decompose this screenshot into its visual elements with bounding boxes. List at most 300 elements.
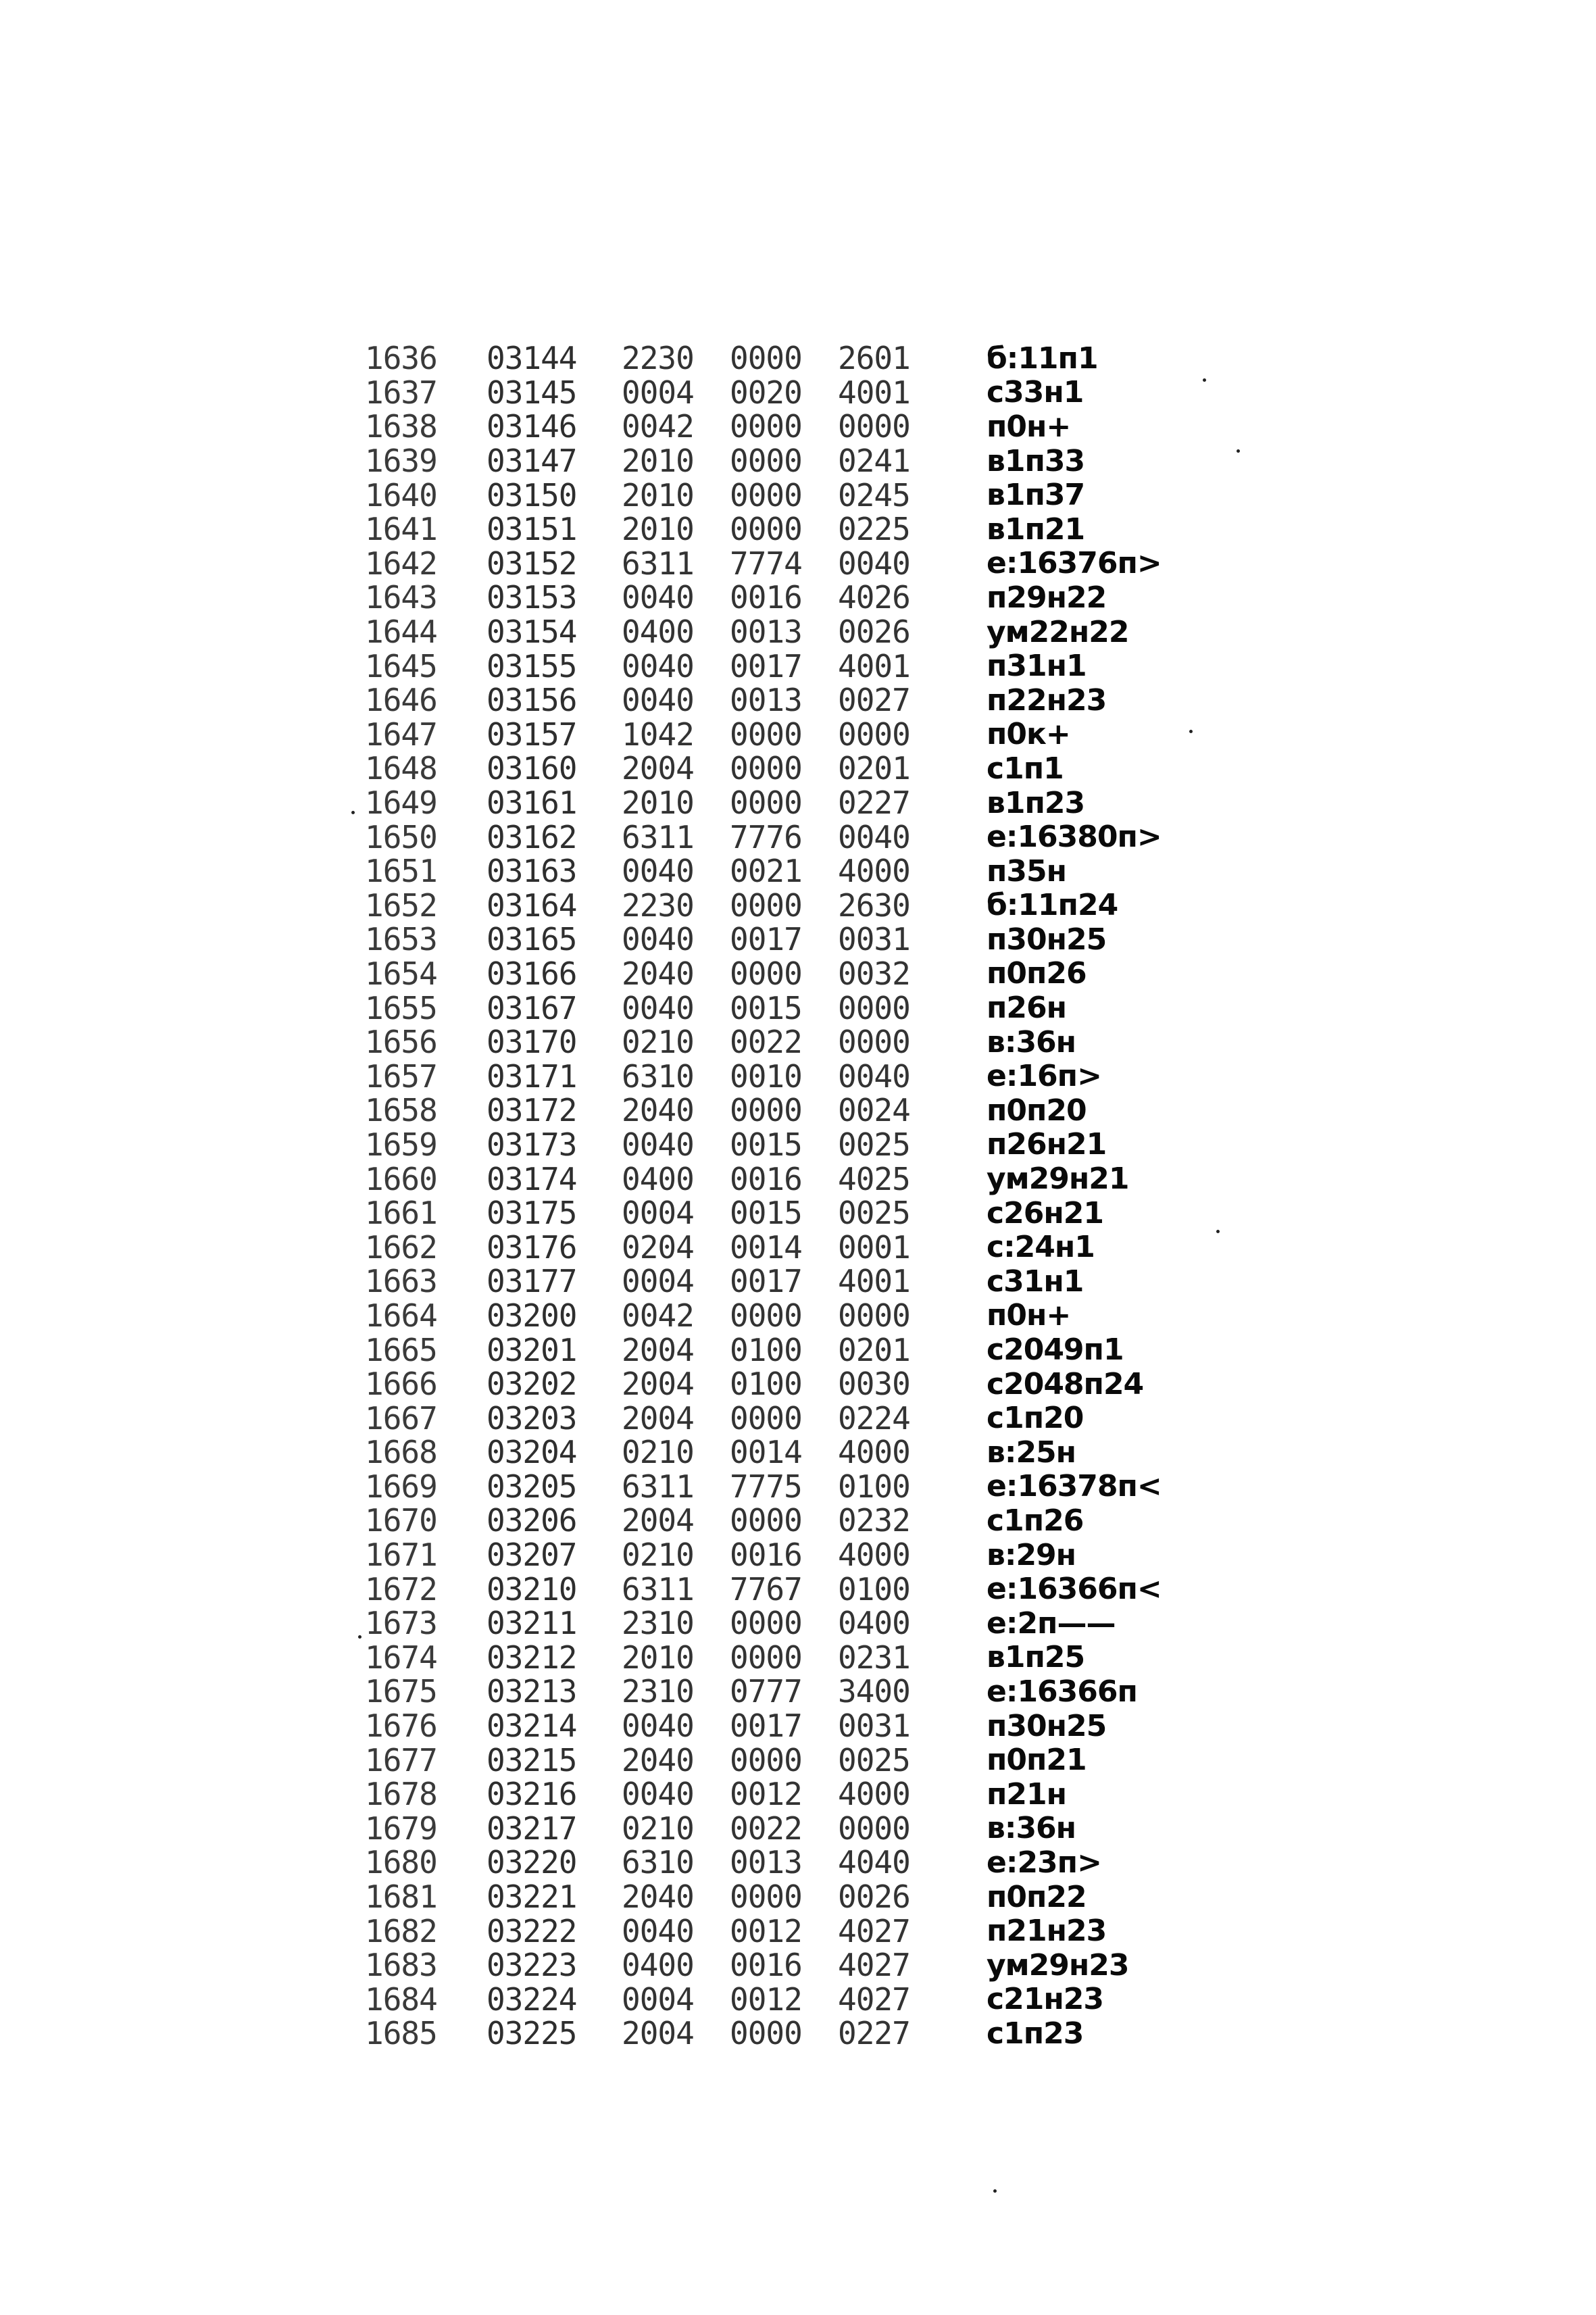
mnemonic: ум29н23: [987, 1947, 1129, 1983]
code-word-1: 2010: [622, 1639, 694, 1676]
code-word-1: 2310: [622, 1605, 694, 1642]
code-word-1: 6310: [622, 1057, 694, 1095]
listing-row: [365, 786, 1230, 820]
listing-row: [365, 1196, 1230, 1230]
line-number: 1649: [365, 785, 437, 822]
line-number: 1637: [365, 374, 437, 411]
line-number: 1677: [365, 1741, 437, 1778]
code-word-3: 4027: [838, 1947, 910, 1984]
line-number: 1636: [365, 340, 437, 377]
octal-address: 03224: [487, 1981, 577, 2018]
code-word-2: 0015: [730, 1126, 802, 1163]
code-word-1: 0004: [622, 1263, 694, 1300]
code-word-1: 0400: [622, 1947, 694, 1984]
listing-row: [365, 683, 1230, 718]
code-word-2: 0017: [730, 647, 802, 684]
octal-address: 03164: [487, 887, 577, 924]
code-word-2: 0000: [730, 785, 802, 822]
listing-row: [365, 2016, 1230, 2051]
code-word-2: 0000: [730, 955, 802, 992]
code-word-2: 0013: [730, 1844, 802, 1881]
mnemonic: ум22н22: [987, 614, 1129, 649]
code-word-1: 0040: [622, 853, 694, 890]
octal-address: 03200: [487, 1297, 577, 1334]
code-word-3: 4027: [838, 1981, 910, 2018]
octal-address: 03170: [487, 1024, 577, 1061]
code-word-2: 0012: [730, 1981, 802, 2018]
mnemonic: е:16376п>: [987, 546, 1162, 581]
line-number: 1665: [365, 1331, 437, 1368]
octal-address: 03217: [487, 1810, 577, 1847]
code-word-1: 2010: [622, 511, 694, 548]
mnemonic: п0п21: [987, 1743, 1087, 1778]
octal-address: 03213: [487, 1673, 577, 1710]
code-word-2: 0017: [730, 921, 802, 958]
line-number: 1656: [365, 1024, 437, 1061]
listing-row: [365, 1059, 1230, 1093]
print-speck: [1237, 449, 1240, 453]
listing-row: [365, 889, 1230, 923]
code-word-1: 2230: [622, 887, 694, 924]
code-word-3: 0400: [838, 1605, 910, 1642]
line-number: 1680: [365, 1844, 437, 1881]
octal-address: 03146: [487, 408, 577, 445]
mnemonic: в1п37: [987, 478, 1085, 513]
print-speck: [351, 811, 355, 814]
octal-address: 03221: [487, 1878, 577, 1916]
code-word-1: 0042: [622, 1297, 694, 1334]
code-word-1: 2010: [622, 785, 694, 822]
code-word-2: 0777: [730, 1673, 802, 1710]
mnemonic: с:24н1: [987, 1230, 1095, 1265]
line-number: 1669: [365, 1468, 437, 1505]
listing-row: [365, 1503, 1230, 1538]
line-number: 1650: [365, 818, 437, 855]
mnemonic: в1п23: [987, 785, 1085, 820]
listing-row: [365, 615, 1230, 649]
line-number: 1681: [365, 1878, 437, 1916]
code-word-1: 2040: [622, 955, 694, 992]
listing-row: [365, 751, 1230, 786]
listing-row: [365, 1367, 1230, 1401]
octal-address: 03162: [487, 818, 577, 855]
mnemonic: п21н23: [987, 1914, 1107, 1949]
listing-row: [365, 1812, 1230, 1846]
listing-row: [365, 1162, 1230, 1196]
code-word-1: 1042: [622, 716, 694, 753]
listing-row: [365, 376, 1230, 410]
code-word-2: 0000: [730, 1502, 802, 1539]
code-word-3: 0030: [838, 1366, 910, 1403]
mnemonic: е:23п>: [987, 1845, 1101, 1880]
octal-address: 03155: [487, 647, 577, 684]
line-number: 1666: [365, 1366, 437, 1403]
line-number: 1674: [365, 1639, 437, 1676]
line-number: 1641: [365, 511, 437, 548]
code-word-3: 0000: [838, 1297, 910, 1334]
code-word-2: 0000: [730, 1297, 802, 1334]
mnemonic: с2049п1: [987, 1333, 1124, 1368]
listing-row: [365, 1435, 1230, 1470]
code-word-2: 0017: [730, 1263, 802, 1300]
listing-row: [365, 1983, 1230, 2017]
mnemonic: е:16366п<: [987, 1572, 1162, 1607]
listing-row: [365, 580, 1230, 615]
code-word-1: 0042: [622, 408, 694, 445]
mnemonic: п26н21: [987, 1127, 1107, 1162]
code-word-1: 0210: [622, 1434, 694, 1471]
listing-row: [365, 1333, 1230, 1367]
octal-address: 03215: [487, 1741, 577, 1778]
code-word-3: 3400: [838, 1673, 910, 1710]
code-word-1: 0204: [622, 1228, 694, 1266]
octal-address: 03210: [487, 1570, 577, 1608]
code-word-3: 0241: [838, 443, 910, 480]
listing-row: [365, 1299, 1230, 1333]
octal-address: 03214: [487, 1708, 577, 1745]
print-speck: [1203, 378, 1206, 382]
code-word-3: 0027: [838, 682, 910, 719]
mnemonic: в:36н: [987, 1024, 1076, 1060]
code-word-3: 4000: [838, 853, 910, 890]
listing-row: [365, 1264, 1230, 1299]
line-number: 1655: [365, 989, 437, 1026]
code-word-2: 7776: [730, 818, 802, 855]
code-word-2: 0022: [730, 1024, 802, 1061]
code-word-2: 0020: [730, 374, 802, 411]
code-word-1: 0400: [622, 614, 694, 651]
code-word-1: 6311: [622, 1570, 694, 1608]
listing-row: [365, 1880, 1230, 1914]
octal-address: 03147: [487, 443, 577, 480]
mnemonic: ум29н21: [987, 1162, 1129, 1197]
code-word-1: 2040: [622, 1092, 694, 1129]
program-listing: [365, 341, 1230, 2051]
code-word-2: 0100: [730, 1366, 802, 1403]
code-word-3: 0026: [838, 1878, 910, 1916]
code-word-3: 4027: [838, 1912, 910, 1949]
code-word-1: 2004: [622, 1399, 694, 1437]
code-word-2: 0017: [730, 1708, 802, 1745]
code-word-3: 0000: [838, 1024, 910, 1061]
octal-address: 03175: [487, 1195, 577, 1232]
code-word-2: 0000: [730, 511, 802, 548]
code-word-3: 0231: [838, 1639, 910, 1676]
listing-row: [365, 1093, 1230, 1128]
listing-row: [365, 409, 1230, 444]
octal-address: 03203: [487, 1399, 577, 1437]
code-word-2: 0016: [730, 1160, 802, 1197]
mnemonic: с31н1: [987, 1264, 1084, 1299]
listing-row: [365, 1606, 1230, 1641]
line-number: 1667: [365, 1399, 437, 1437]
code-word-1: 0210: [622, 1024, 694, 1061]
line-number: 1652: [365, 887, 437, 924]
octal-address: 03152: [487, 545, 577, 582]
code-word-3: 0100: [838, 1468, 910, 1505]
listing-row: [365, 1025, 1230, 1060]
print-speck: [1189, 730, 1193, 733]
print-speck: [993, 2189, 997, 2193]
listing-row: [365, 1743, 1230, 1777]
mnemonic: п0н+: [987, 1298, 1071, 1333]
octal-address: 03207: [487, 1537, 577, 1574]
code-word-1: 2004: [622, 1502, 694, 1539]
listing-row: [365, 991, 1230, 1025]
listing-row: [365, 1470, 1230, 1504]
listing-row: [365, 547, 1230, 581]
octal-address: 03156: [487, 682, 577, 719]
octal-address: 03222: [487, 1912, 577, 1949]
line-number: 1660: [365, 1160, 437, 1197]
code-word-2: 0014: [730, 1228, 802, 1266]
octal-address: 03211: [487, 1605, 577, 1642]
line-number: 1657: [365, 1057, 437, 1095]
line-number: 1671: [365, 1537, 437, 1574]
line-number: 1676: [365, 1708, 437, 1745]
listing-row: [365, 1572, 1230, 1606]
mnemonic: с1п1: [987, 751, 1064, 786]
mnemonic: п35н: [987, 853, 1067, 889]
octal-address: 03154: [487, 614, 577, 651]
code-word-1: 0040: [622, 1708, 694, 1745]
mnemonic: п26н: [987, 991, 1067, 1026]
code-word-3: 0031: [838, 1708, 910, 1745]
code-word-1: 2230: [622, 340, 694, 377]
code-word-3: 0100: [838, 1570, 910, 1608]
code-word-3: 0224: [838, 1399, 910, 1437]
code-word-2: 0014: [730, 1434, 802, 1471]
mnemonic: в1п33: [987, 443, 1085, 478]
octal-address: 03205: [487, 1468, 577, 1505]
line-number: 1644: [365, 614, 437, 651]
code-word-2: 0000: [730, 716, 802, 753]
mnemonic: в:29н: [987, 1537, 1076, 1572]
line-number: 1661: [365, 1195, 437, 1232]
listing-row: [365, 478, 1230, 512]
code-word-3: 4040: [838, 1844, 910, 1881]
mnemonic: с2048п24: [987, 1366, 1144, 1401]
line-number: 1685: [365, 2015, 437, 2052]
mnemonic: п29н22: [987, 580, 1107, 615]
line-number: 1683: [365, 1947, 437, 1984]
line-number: 1640: [365, 476, 437, 514]
code-word-1: 0040: [622, 579, 694, 616]
listing-row: [365, 1538, 1230, 1572]
listing-row: [365, 1674, 1230, 1709]
code-word-2: 0000: [730, 1741, 802, 1778]
code-word-2: 0100: [730, 1331, 802, 1368]
mnemonic: п0к+: [987, 717, 1070, 752]
mnemonic: п30н25: [987, 922, 1107, 957]
mnemonic: п31н1: [987, 649, 1087, 684]
code-word-1: 2010: [622, 476, 694, 514]
line-number: 1654: [365, 955, 437, 992]
line-number: 1646: [365, 682, 437, 719]
code-word-3: 2630: [838, 887, 910, 924]
code-word-1: 0210: [622, 1537, 694, 1574]
code-word-3: 0032: [838, 955, 910, 992]
listing-row: [365, 1709, 1230, 1743]
code-word-1: 0040: [622, 989, 694, 1026]
mnemonic: с33н1: [987, 375, 1084, 410]
listing-row: [365, 1948, 1230, 1983]
line-number: 1642: [365, 545, 437, 582]
line-number: 1647: [365, 716, 437, 753]
code-word-2: 0000: [730, 1639, 802, 1676]
mnemonic: в:36н: [987, 1811, 1076, 1846]
code-word-3: 0025: [838, 1126, 910, 1163]
code-word-1: 2040: [622, 1741, 694, 1778]
code-word-2: 0000: [730, 2015, 802, 2052]
listing-row: [365, 718, 1230, 752]
mnemonic: б:11п1: [987, 341, 1098, 376]
code-word-1: 6311: [622, 545, 694, 582]
line-number: 1679: [365, 1810, 437, 1847]
code-word-1: 6310: [622, 1844, 694, 1881]
code-word-2: 0000: [730, 750, 802, 787]
code-word-3: 0001: [838, 1228, 910, 1266]
code-word-3: 4000: [838, 1537, 910, 1574]
code-word-2: 0010: [730, 1057, 802, 1095]
octal-address: 03150: [487, 476, 577, 514]
code-word-2: 0016: [730, 1947, 802, 1984]
mnemonic: в1п21: [987, 512, 1085, 547]
mnemonic: п0п20: [987, 1093, 1087, 1128]
octal-address: 03157: [487, 716, 577, 753]
line-number: 1684: [365, 1981, 437, 2018]
mnemonic: б:11п24: [987, 888, 1118, 923]
code-word-1: 0004: [622, 374, 694, 411]
code-word-3: 4001: [838, 374, 910, 411]
code-word-3: 4000: [838, 1434, 910, 1471]
code-word-3: 0227: [838, 785, 910, 822]
listing-row: [365, 512, 1230, 547]
mnemonic: п0н+: [987, 409, 1071, 444]
listing-row: [365, 1401, 1230, 1435]
code-word-2: 7775: [730, 1468, 802, 1505]
line-number: 1668: [365, 1434, 437, 1471]
octal-address: 03153: [487, 579, 577, 616]
code-word-2: 0000: [730, 443, 802, 480]
code-word-3: 0000: [838, 989, 910, 1026]
listing-row: [365, 341, 1230, 376]
octal-address: 03163: [487, 853, 577, 890]
line-number: 1659: [365, 1126, 437, 1163]
mnemonic: е:16380п>: [987, 820, 1162, 855]
code-word-1: 2004: [622, 1331, 694, 1368]
code-word-2: 0000: [730, 1399, 802, 1437]
code-word-3: 0000: [838, 716, 910, 753]
mnemonic: е:2п——: [987, 1605, 1116, 1641]
code-word-3: 0227: [838, 2015, 910, 2052]
code-word-1: 2004: [622, 750, 694, 787]
octal-address: 03172: [487, 1092, 577, 1129]
octal-address: 03161: [487, 785, 577, 822]
code-word-2: 0015: [730, 1195, 802, 1232]
octal-address: 03171: [487, 1057, 577, 1095]
code-word-1: 0040: [622, 1126, 694, 1163]
code-word-3: 4001: [838, 1263, 910, 1300]
code-word-2: 0000: [730, 887, 802, 924]
code-word-3: 0225: [838, 511, 910, 548]
code-word-3: 0245: [838, 476, 910, 514]
octal-address: 03173: [487, 1126, 577, 1163]
line-number: 1648: [365, 750, 437, 787]
line-number: 1662: [365, 1228, 437, 1266]
code-word-1: 0210: [622, 1810, 694, 1847]
code-word-1: 0040: [622, 682, 694, 719]
code-word-2: 0000: [730, 476, 802, 514]
octal-address: 03174: [487, 1160, 577, 1197]
code-word-1: 2310: [622, 1673, 694, 1710]
octal-address: 03145: [487, 374, 577, 411]
octal-address: 03212: [487, 1639, 577, 1676]
code-word-3: 4026: [838, 579, 910, 616]
code-word-1: 2004: [622, 2015, 694, 2052]
mnemonic: с1п26: [987, 1503, 1084, 1538]
code-word-2: 0013: [730, 614, 802, 651]
mnemonic: с21н23: [987, 1982, 1103, 2017]
line-number: 1653: [365, 921, 437, 958]
octal-address: 03151: [487, 511, 577, 548]
code-word-2: 0012: [730, 1912, 802, 1949]
octal-address: 03216: [487, 1776, 577, 1813]
octal-address: 03220: [487, 1844, 577, 1881]
code-word-3: 0201: [838, 1331, 910, 1368]
code-word-2: 0012: [730, 1776, 802, 1813]
mnemonic: е:16п>: [987, 1059, 1101, 1094]
code-word-2: 0000: [730, 1878, 802, 1916]
code-word-2: 0015: [730, 989, 802, 1026]
octal-address: 03225: [487, 2015, 577, 2052]
octal-address: 03202: [487, 1366, 577, 1403]
code-word-1: 2040: [622, 1878, 694, 1916]
octal-address: 03177: [487, 1263, 577, 1300]
code-word-3: 0000: [838, 1810, 910, 1847]
code-word-1: 0400: [622, 1160, 694, 1197]
line-number: 1663: [365, 1263, 437, 1300]
code-word-3: 4001: [838, 647, 910, 684]
code-word-3: 4025: [838, 1160, 910, 1197]
code-word-3: 0000: [838, 408, 910, 445]
octal-address: 03166: [487, 955, 577, 992]
octal-address: 03167: [487, 989, 577, 1026]
listing-row: [365, 854, 1230, 889]
code-word-1: 6311: [622, 818, 694, 855]
listing-row: [365, 1777, 1230, 1812]
code-word-2: 7774: [730, 545, 802, 582]
print-speck: [358, 1635, 361, 1639]
code-word-1: 2004: [622, 1366, 694, 1403]
listing-row: [365, 1641, 1230, 1675]
code-word-3: 0040: [838, 818, 910, 855]
mnemonic: п22н23: [987, 682, 1107, 718]
code-word-1: 6311: [622, 1468, 694, 1505]
code-word-3: 0025: [838, 1195, 910, 1232]
octal-address: 03206: [487, 1502, 577, 1539]
mnemonic: в:25н: [987, 1435, 1076, 1470]
mnemonic: п21н: [987, 1776, 1067, 1812]
code-word-3: 0026: [838, 614, 910, 651]
code-word-2: 0000: [730, 340, 802, 377]
line-number: 1664: [365, 1297, 437, 1334]
line-number: 1678: [365, 1776, 437, 1813]
mnemonic: п30н25: [987, 1708, 1107, 1743]
listing-row: [365, 1845, 1230, 1880]
code-word-1: 0040: [622, 1912, 694, 1949]
line-number: 1638: [365, 408, 437, 445]
